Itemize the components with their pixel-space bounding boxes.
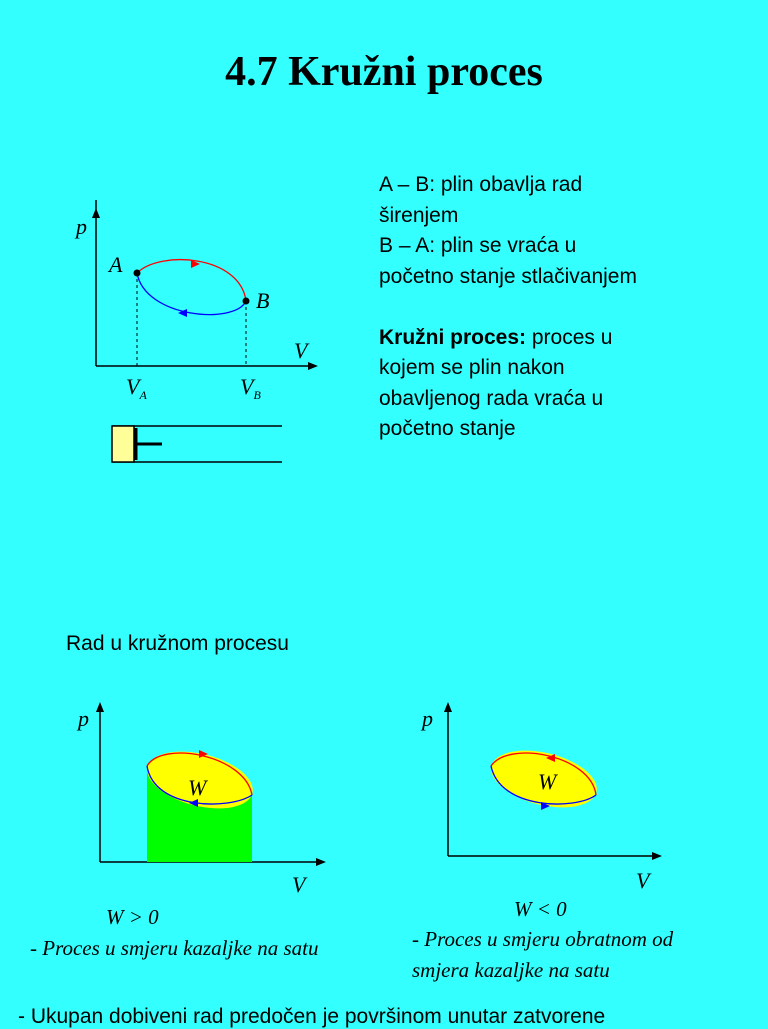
work-label: W: [538, 769, 557, 794]
vb-label: $V_B$: [240, 374, 261, 402]
condition-right: W < 0: [514, 897, 567, 921]
caption-left: - Proces u smjeru kazaljke na satu: [30, 936, 319, 960]
y-axis-arrow: [444, 702, 452, 712]
definition-line: početno stanje: [379, 417, 516, 440]
pv-diagram-clockwise: [70, 700, 340, 900]
process-description: [379, 170, 749, 445]
pv-diagram-top: [60, 200, 340, 410]
condition-left: W > 0: [106, 905, 159, 929]
desc-line: A – B: plin obavlja rad: [379, 173, 583, 196]
page-title: 4.7 Kružni proces: [225, 49, 543, 95]
desc-line: B – A: plin se vraća u: [379, 234, 577, 257]
axis-label-p: p: [78, 706, 89, 731]
desc-line: širenjem: [379, 203, 459, 227]
va-label: $V_A$: [126, 374, 147, 402]
definition-term: Kružni proces:: [379, 325, 527, 349]
y-axis-arrow: [92, 208, 100, 218]
x-axis-arrow: [308, 362, 318, 370]
definition-line: obavljenog rada vraća u: [379, 386, 604, 410]
caption-right-line1: - Proces u smjeru obratnom od: [412, 927, 674, 951]
piston-head: [112, 426, 134, 462]
definition-line: [379, 323, 749, 354]
axis-label-v: V: [292, 872, 306, 897]
section-label: Rad u kružnom procesu: [66, 632, 289, 655]
x-axis-arrow: [316, 858, 326, 866]
bottom-text: - Ukupan dobiveni rad predočen je površinom unutar zatvorene: [18, 1005, 606, 1028]
axis-label-v: V: [636, 868, 650, 893]
desc-line: početno stanje stlačivanjem: [379, 264, 637, 288]
axis-label-v: V: [294, 338, 308, 363]
axis-label-p: p: [422, 706, 433, 731]
lower-path-b-to-a: [137, 273, 246, 315]
point-b-label: B: [256, 288, 270, 313]
piston-cylinder: [110, 424, 290, 468]
definition-line: kojem se plin nakon: [379, 356, 565, 379]
axis-label-p: p: [76, 214, 87, 239]
definition-text: proces u: [526, 325, 613, 349]
point-a-label: A: [109, 252, 123, 277]
y-axis-arrow: [96, 702, 104, 712]
pv-diagram-counterclockwise: [416, 700, 676, 900]
caption-right-line2: smjera kazaljke na satu: [412, 958, 610, 982]
x-axis-arrow: [652, 852, 662, 860]
work-label: W: [188, 775, 207, 800]
